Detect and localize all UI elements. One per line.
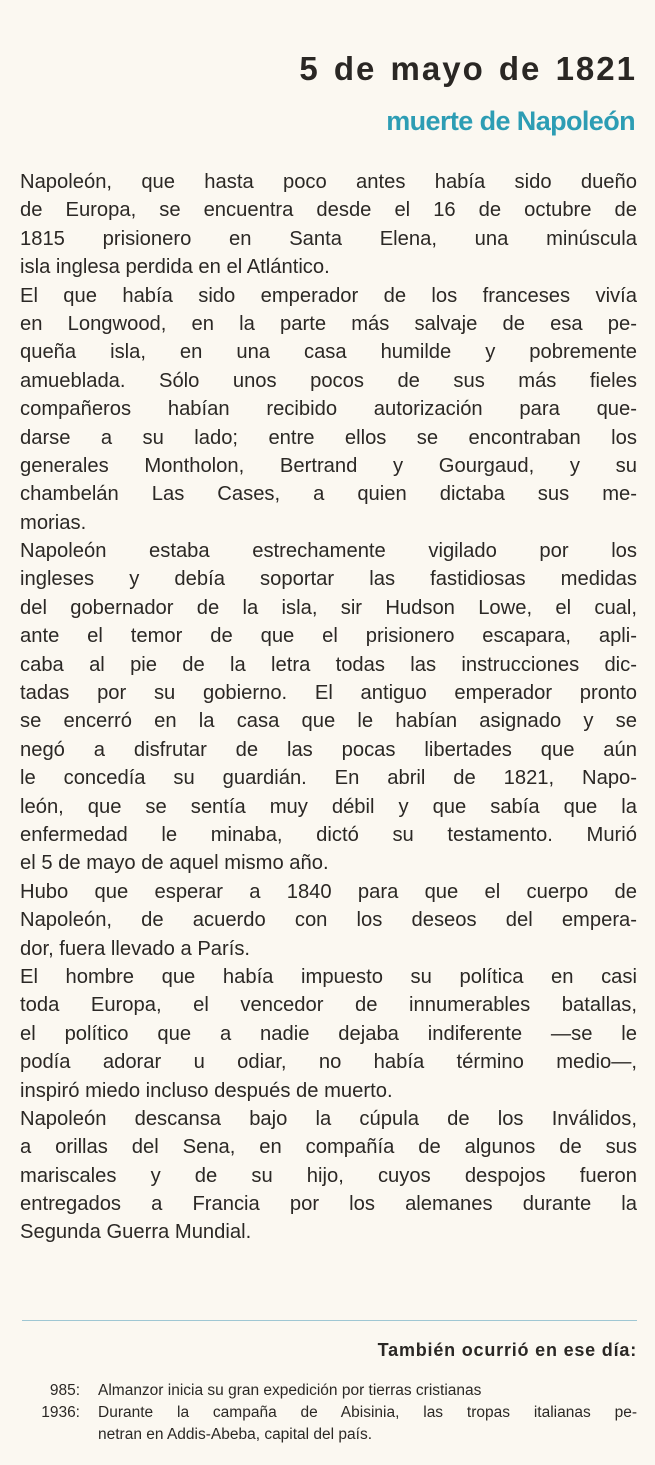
section-divider: [22, 1320, 637, 1321]
event-year: 985:: [49, 1382, 80, 1399]
also-happened-heading: También ocurrió en ese día:: [377, 1340, 637, 1360]
event-line: Almanzor inicia su gran expedición por tierras cristianas: [98, 1382, 482, 1399]
article-line: dor, fuera llevado a París.: [20, 937, 251, 960]
article-line: toda Europa, el vencedor de innumerables batallas,: [20, 994, 637, 1017]
article-line: a orillas del Sena, en compañía de algunos de sus: [20, 1136, 637, 1159]
article-line: negó a disfrutar de las pocas libertades que aún: [20, 738, 637, 761]
article-body: [20, 168, 637, 1247]
article-line: caba al pie de la letra todas las instrucciones dic-: [20, 653, 637, 676]
event-year: 1936:: [41, 1404, 80, 1421]
article-line: el 5 de mayo de aquel mismo año.: [20, 852, 329, 875]
article-line: el político que a nadie dejaba indiferente —se le: [20, 1022, 637, 1045]
article-line: Napoleón, de acuerdo con los deseos del empera-: [20, 909, 637, 932]
article-line: podía adorar u odiar, no había término medio—,: [20, 1051, 637, 1074]
page-subtitle: muerte de Napoleón: [386, 106, 635, 136]
article-line: queña isla, en una casa humilde y pobremente: [20, 341, 637, 364]
article-line: en Longwood, en la parte más salvaje de esa pe-: [20, 312, 637, 335]
also-happened-list: [22, 1380, 637, 1446]
article-line: se encerró en la casa que le habían asignado y se: [20, 710, 637, 733]
event-line: Durante la campaña de Abisinia, las tropas italianas pe-: [98, 1404, 637, 1421]
article-line: generales Montholon, Bertrand y Gourgaud, y su: [20, 454, 637, 477]
article-line: ingleses y debía soportar las fastidiosas medidas: [20, 568, 637, 591]
article-line: del gobernador de la isla, sir Hudson Lowe, el cual,: [20, 596, 637, 619]
article-line: Hubo que esperar a 1840 para que el cuerpo de: [20, 880, 637, 903]
article-line: le concedía su guardián. En abril de 1821, Napo-: [20, 767, 637, 790]
event-item: [22, 1380, 637, 1402]
article-line: Segunda Guerra Mundial.: [20, 1221, 252, 1244]
article-line: chambelán Las Cases, a quien dictaba sus me-: [20, 483, 637, 506]
article-line: de Europa, se encuentra desde el 16 de octubre de: [20, 199, 637, 222]
article-line: 1815 prisionero en Santa Elena, una minúscula: [20, 227, 637, 250]
page-title: 5 de mayo de 1821: [299, 50, 637, 87]
article-line: morias.: [20, 511, 87, 534]
article-line: tadas por su gobierno. El antiguo emperador pronto: [20, 682, 637, 705]
article-line: mariscales y de su hijo, cuyos despojos fueron: [20, 1164, 637, 1187]
article-line: enfermedad le minaba, dictó su testamento. Murió: [20, 823, 637, 846]
event-item: [22, 1402, 637, 1446]
event-description: [98, 1380, 637, 1402]
article-line: darse a su lado; entre ellos se encontraban los: [20, 426, 637, 449]
article-line: Napoleón estaba estrechamente vigilado por los: [20, 540, 637, 563]
event-description: [98, 1402, 637, 1446]
article-line: Napoleón, que hasta poco antes había sido dueño: [20, 171, 637, 193]
article-line: El hombre que había impuesto su política en casi: [20, 965, 637, 988]
event-line: netran en Addis-Abeba, capital del país.: [98, 1426, 373, 1443]
article-line: amueblada. Sólo unos pocos de sus más fieles: [20, 369, 637, 392]
article-line: entregados a Francia por los alemanes durante la: [20, 1193, 637, 1216]
article-line: Napoleón descansa bajo la cúpula de los Inválidos,: [20, 1107, 637, 1130]
article-line: isla inglesa perdida en el Atlántico.: [20, 256, 330, 279]
article-line: compañeros habían recibido autorización para que-: [20, 398, 637, 421]
article-line: inspiró miedo incluso después de muerto.: [20, 1079, 393, 1102]
article-line: El que había sido emperador de los franceses vivía: [20, 284, 637, 307]
article-line: león, que se sentía muy débil y que sabía que la: [20, 795, 637, 818]
article-line: ante el temor de que el prisionero escapara, apli-: [20, 625, 637, 648]
